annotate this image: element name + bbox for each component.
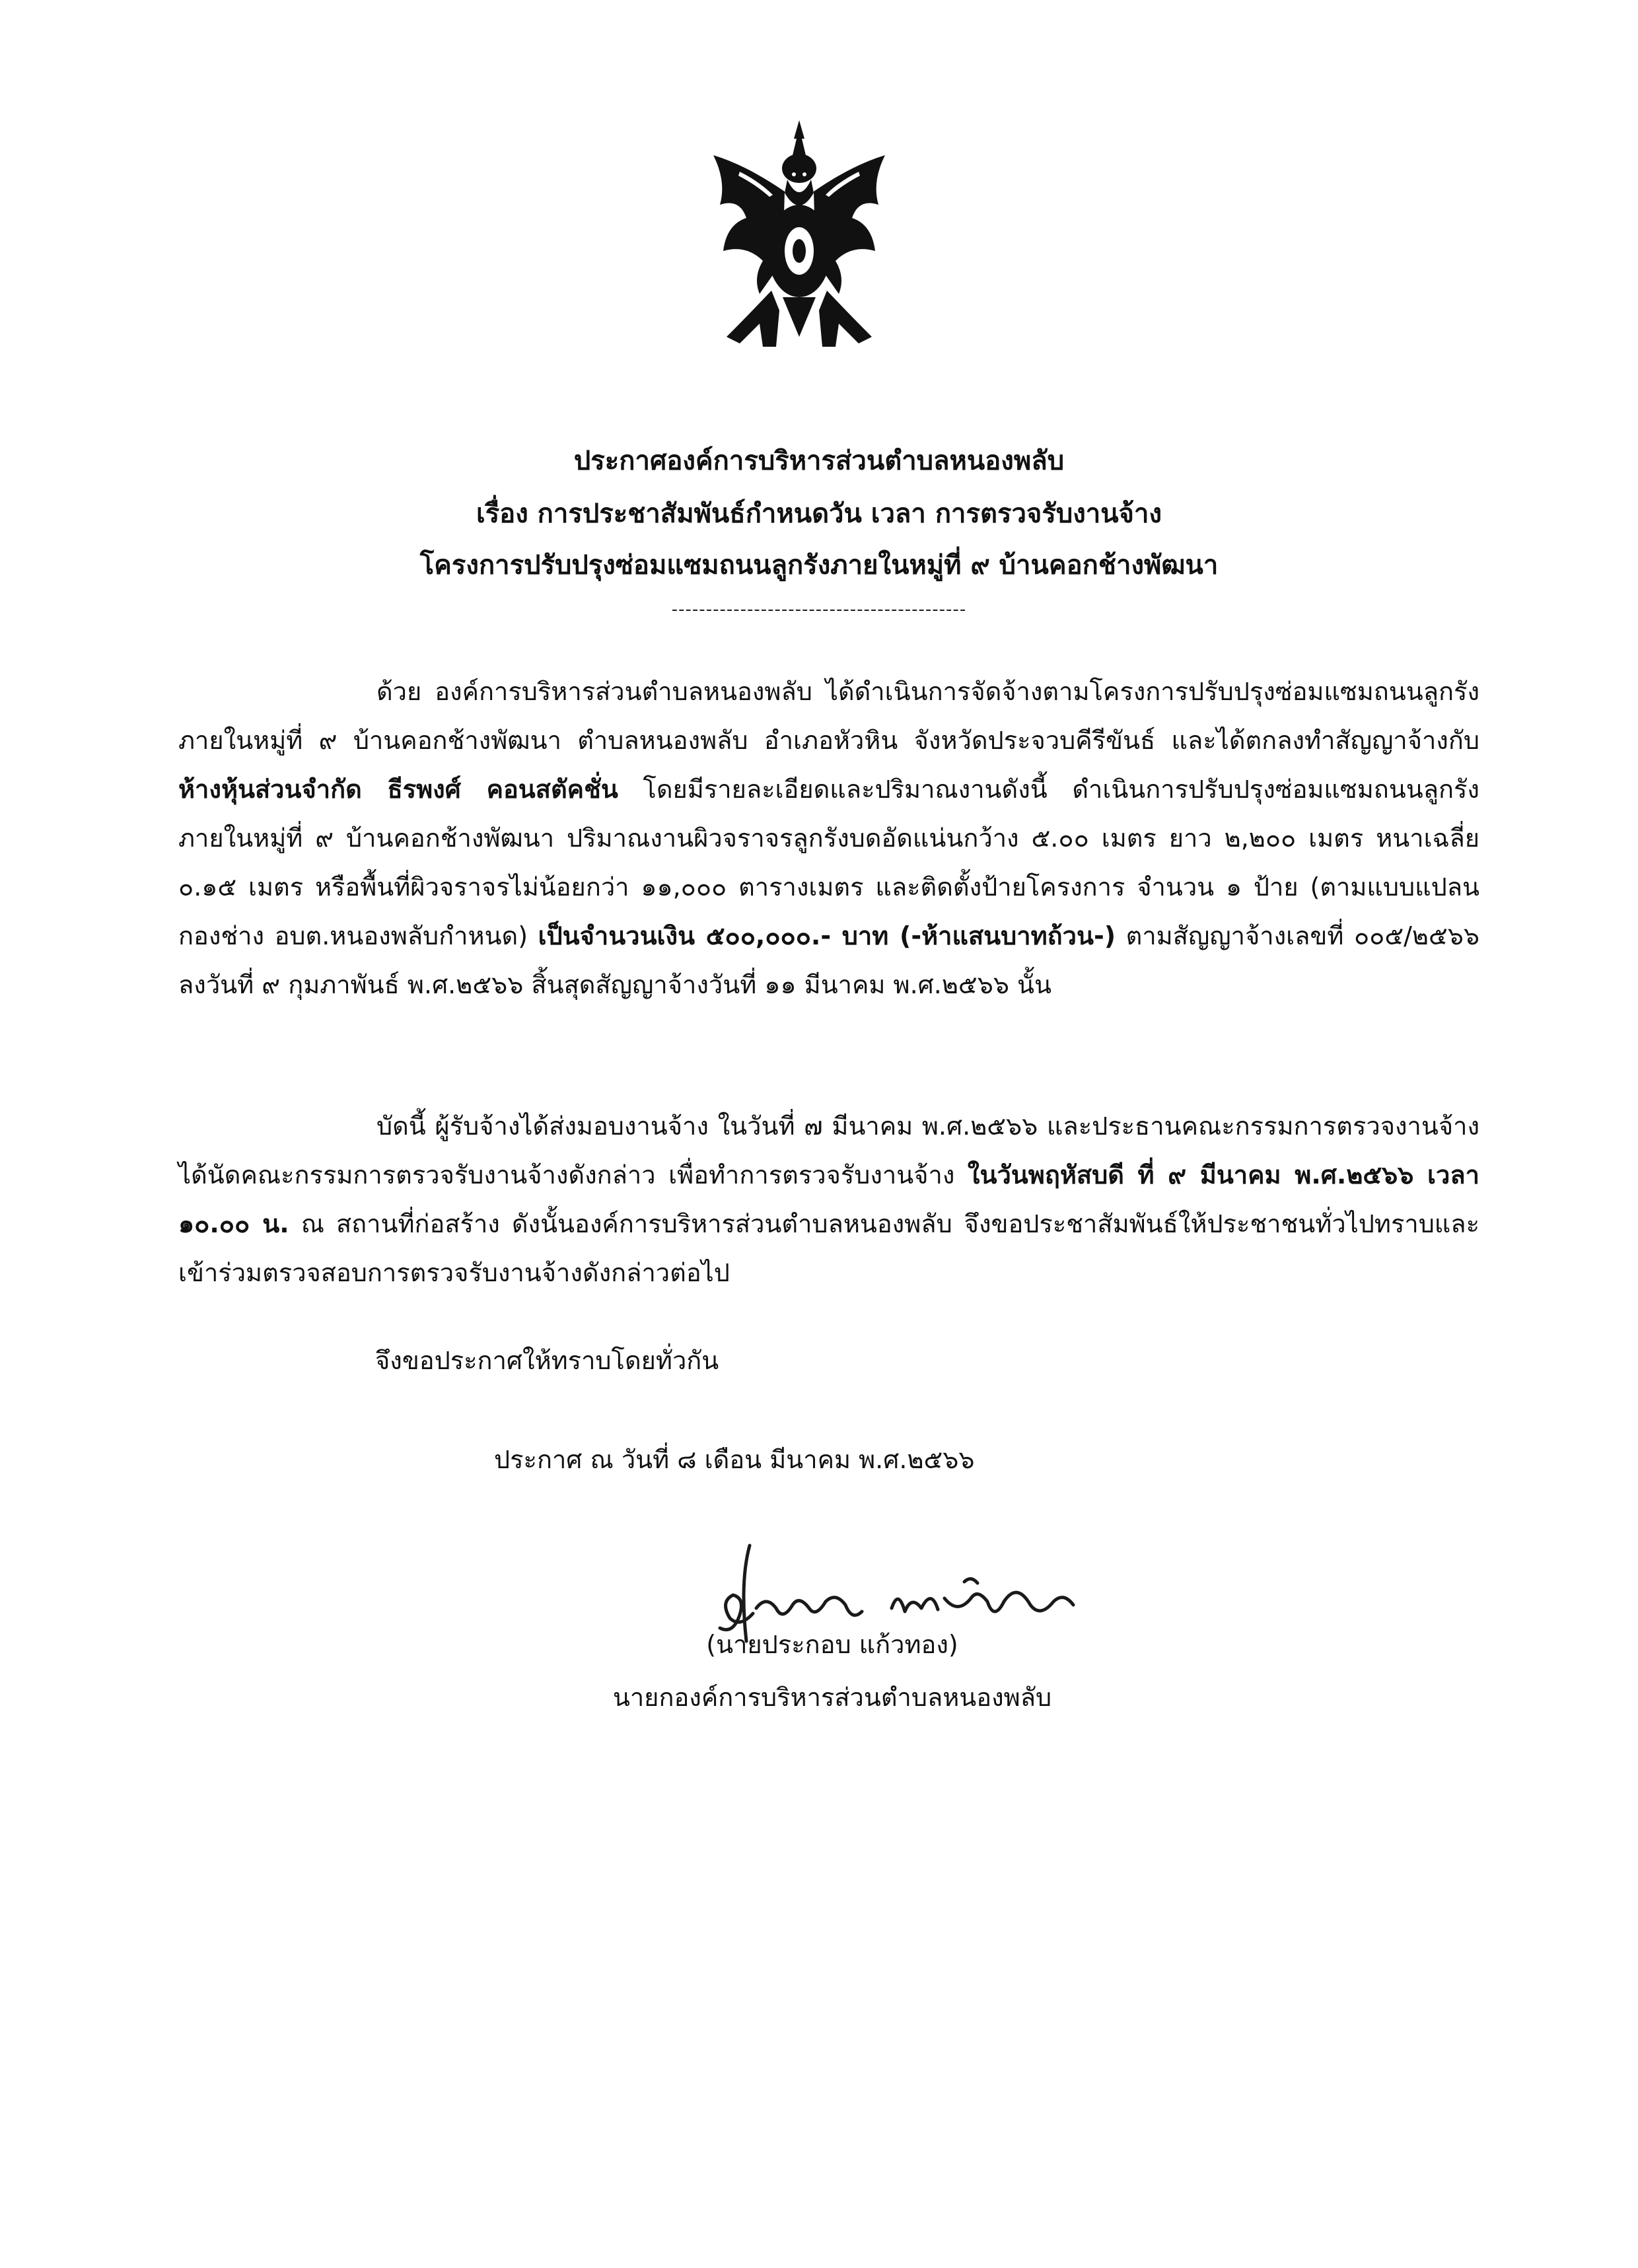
paragraph-text: โดยมีรายละเอียดและปริมาณงานดังนี้ ดำเนินการปรับปรุงซ่อมแซมถนนลูกรังภายในหมู่ที่ ๙ บ้านคอกช้างพัฒนา ปริมาณงานผิวจราจรลูกรังบดอัดแน่นกว้าง ๕.๐๐ เมตร ยาว ๒,๒๐๐ เมตร หนาเฉลี่ย ๐.๑๕ เมตร หรือพื้นที่ผิวจราจรไม่น้อยกว่า ๑๑,๐๐๐ ตารางเมตร และติดตั้งป้ายโครงการ จำนวน ๑ ป้าย (ตามแบบแปลน กองช่าง อบต.หนองพลับกำหนด): [178, 775, 1479, 950]
inspection-date: ในวันพฤหัสบดี ที่ ๙ มีนาคม พ.ศ.๒๕๖๖ เวลา ๑๐.๐๐ น.: [178, 1160, 1479, 1238]
garuda-emblem-icon: [700, 119, 898, 363]
paragraph-inspection: [178, 1102, 1479, 1297]
contract-amount: เป็นจำนวนเงิน ๕๐๐,๐๐๐.- บาท (-ห้าแสนบาทถ้วน-): [538, 921, 1116, 950]
paragraph-project-details: [178, 667, 1479, 1009]
announcement-title: ประกาศองค์การบริหารส่วนตำบลหนองพลับ: [573, 446, 1065, 476]
paragraph-text: ณ สถานที่ก่อสร้าง ดังนั้นองค์การบริหารส่วนตำบลหนองพลับ จึงขอประชาสัมพันธ์ให้ประชาชนทั่วไปทราบและเข้าร่วมตรวจสอบการตรวจรับงานจ้างดังกล่าวต่อไป: [178, 1209, 1479, 1287]
project-title: โครงการปรับปรุงซ่อมแซมถนนลูกรังภายในหมู่ที่ ๙ บ้านคอกช้างพัฒนา: [419, 550, 1219, 581]
paragraph-text: ด้วย องค์การบริหารส่วนตำบลหนองพลับ ได้ดำเนินการจัดจ้างตามโครงการปรับปรุงซ่อมแซมถนนลูกรังภายในหมู่ที่ ๙ บ้านคอกช้างพัฒนา ตำบลหนองพลับ อำเภอหัวหิน จังหวัดประจวบคีรีขันธ์ และได้ตกลงทำสัญญาจ้างกับ: [178, 677, 1479, 755]
announcement-date: ประกาศ ณ วันที่ ๘ เดือน มีนาคม พ.ศ.๒๕๖๖: [494, 1445, 975, 1474]
paragraph-text: บัดนี้ ผู้รับจ้างได้ส่งมอบงานจ้าง ในวันที่ ๗ มีนาคม พ.ศ.๒๕๖๖ และประธานคณะกรรมการตรวจงานจ้างได้นัดคณะกรรมการตรวจรับงานจ้างดังกล่าว เพื่อทำการตรวจรับงานจ้าง: [178, 1112, 1479, 1189]
paragraph-text: ตามสัญญาจ้างเลขที่ ๐๐๕/๒๕๖๖ ลงวันที่ ๙ กุมภาพันธ์ พ.ศ.๒๕๖๖ สิ้นสุดสัญญาจ้างวันที่ ๑๑ มีนาคม พ.ศ.๒๕๖๖ นั้น: [178, 921, 1479, 999]
signatory-name: (นายประกอบ แก้วทอง): [706, 1630, 958, 1659]
signatory-position: นายกองค์การบริหารส่วนตำบลหนองพลับ: [612, 1683, 1052, 1712]
closing-statement: จึงขอประกาศให้ทราบโดยทั่วกัน: [375, 1346, 719, 1375]
contractor-name: ห้างหุ้นส่วนจำกัด ธีรพงศ์ คอนสตัคชั่น: [178, 775, 618, 804]
announcement-subject: เรื่อง การประชาสัมพันธ์กำหนดวัน เวลา การตรวจรับงานจ้าง: [476, 499, 1162, 529]
divider-line: -------------------------------------------: [671, 600, 967, 620]
